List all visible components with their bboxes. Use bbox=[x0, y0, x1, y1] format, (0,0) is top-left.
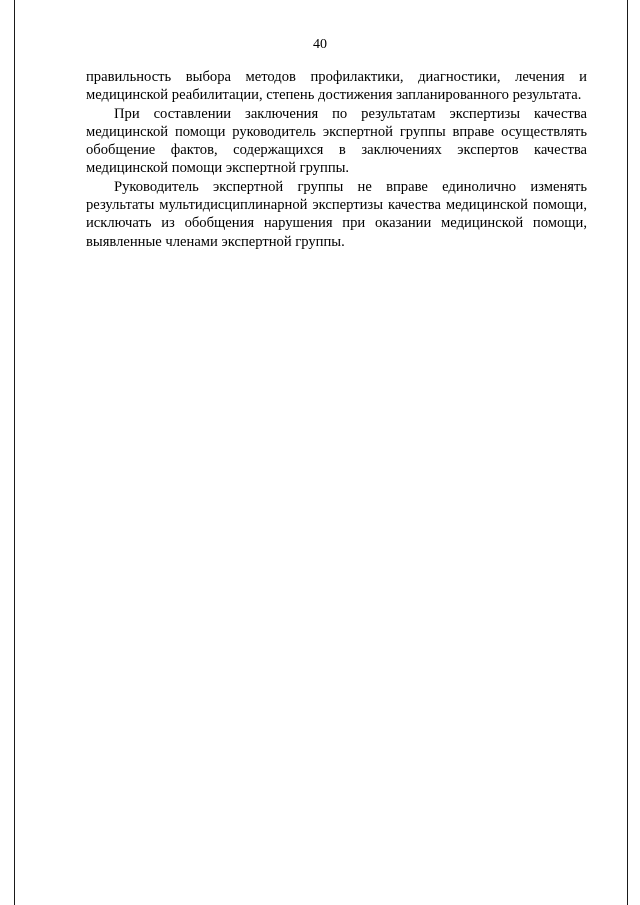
paragraph-conclusion-generalization: При составлении заключения по результатам экспертизы качества медицинской помощи руководитель экспертной группы вправе осуществлять обобщение фактов, содержащихся в заключениях экспертов качества медицинской помощи экспертной группы. bbox=[86, 105, 587, 177]
page-number: 40 bbox=[313, 37, 327, 52]
paragraph-continuation: правильность выбора методов профилактики, диагностики, лечения и медицинской реабилитации, степень достижения запланированного результата. bbox=[86, 69, 587, 104]
scan-edge-left bbox=[14, 0, 15, 905]
paragraph-leader-restriction: Руководитель экспертной группы не вправе единолично изменять результаты мультидисциплинарной экспертизы качества медицинской помощи, исключать из обобщения нарушения при оказании медицинской помощи, выявленные членами экспертной группы. bbox=[86, 178, 587, 250]
document-body bbox=[86, 68, 587, 251]
scan-edge-right bbox=[627, 0, 628, 905]
